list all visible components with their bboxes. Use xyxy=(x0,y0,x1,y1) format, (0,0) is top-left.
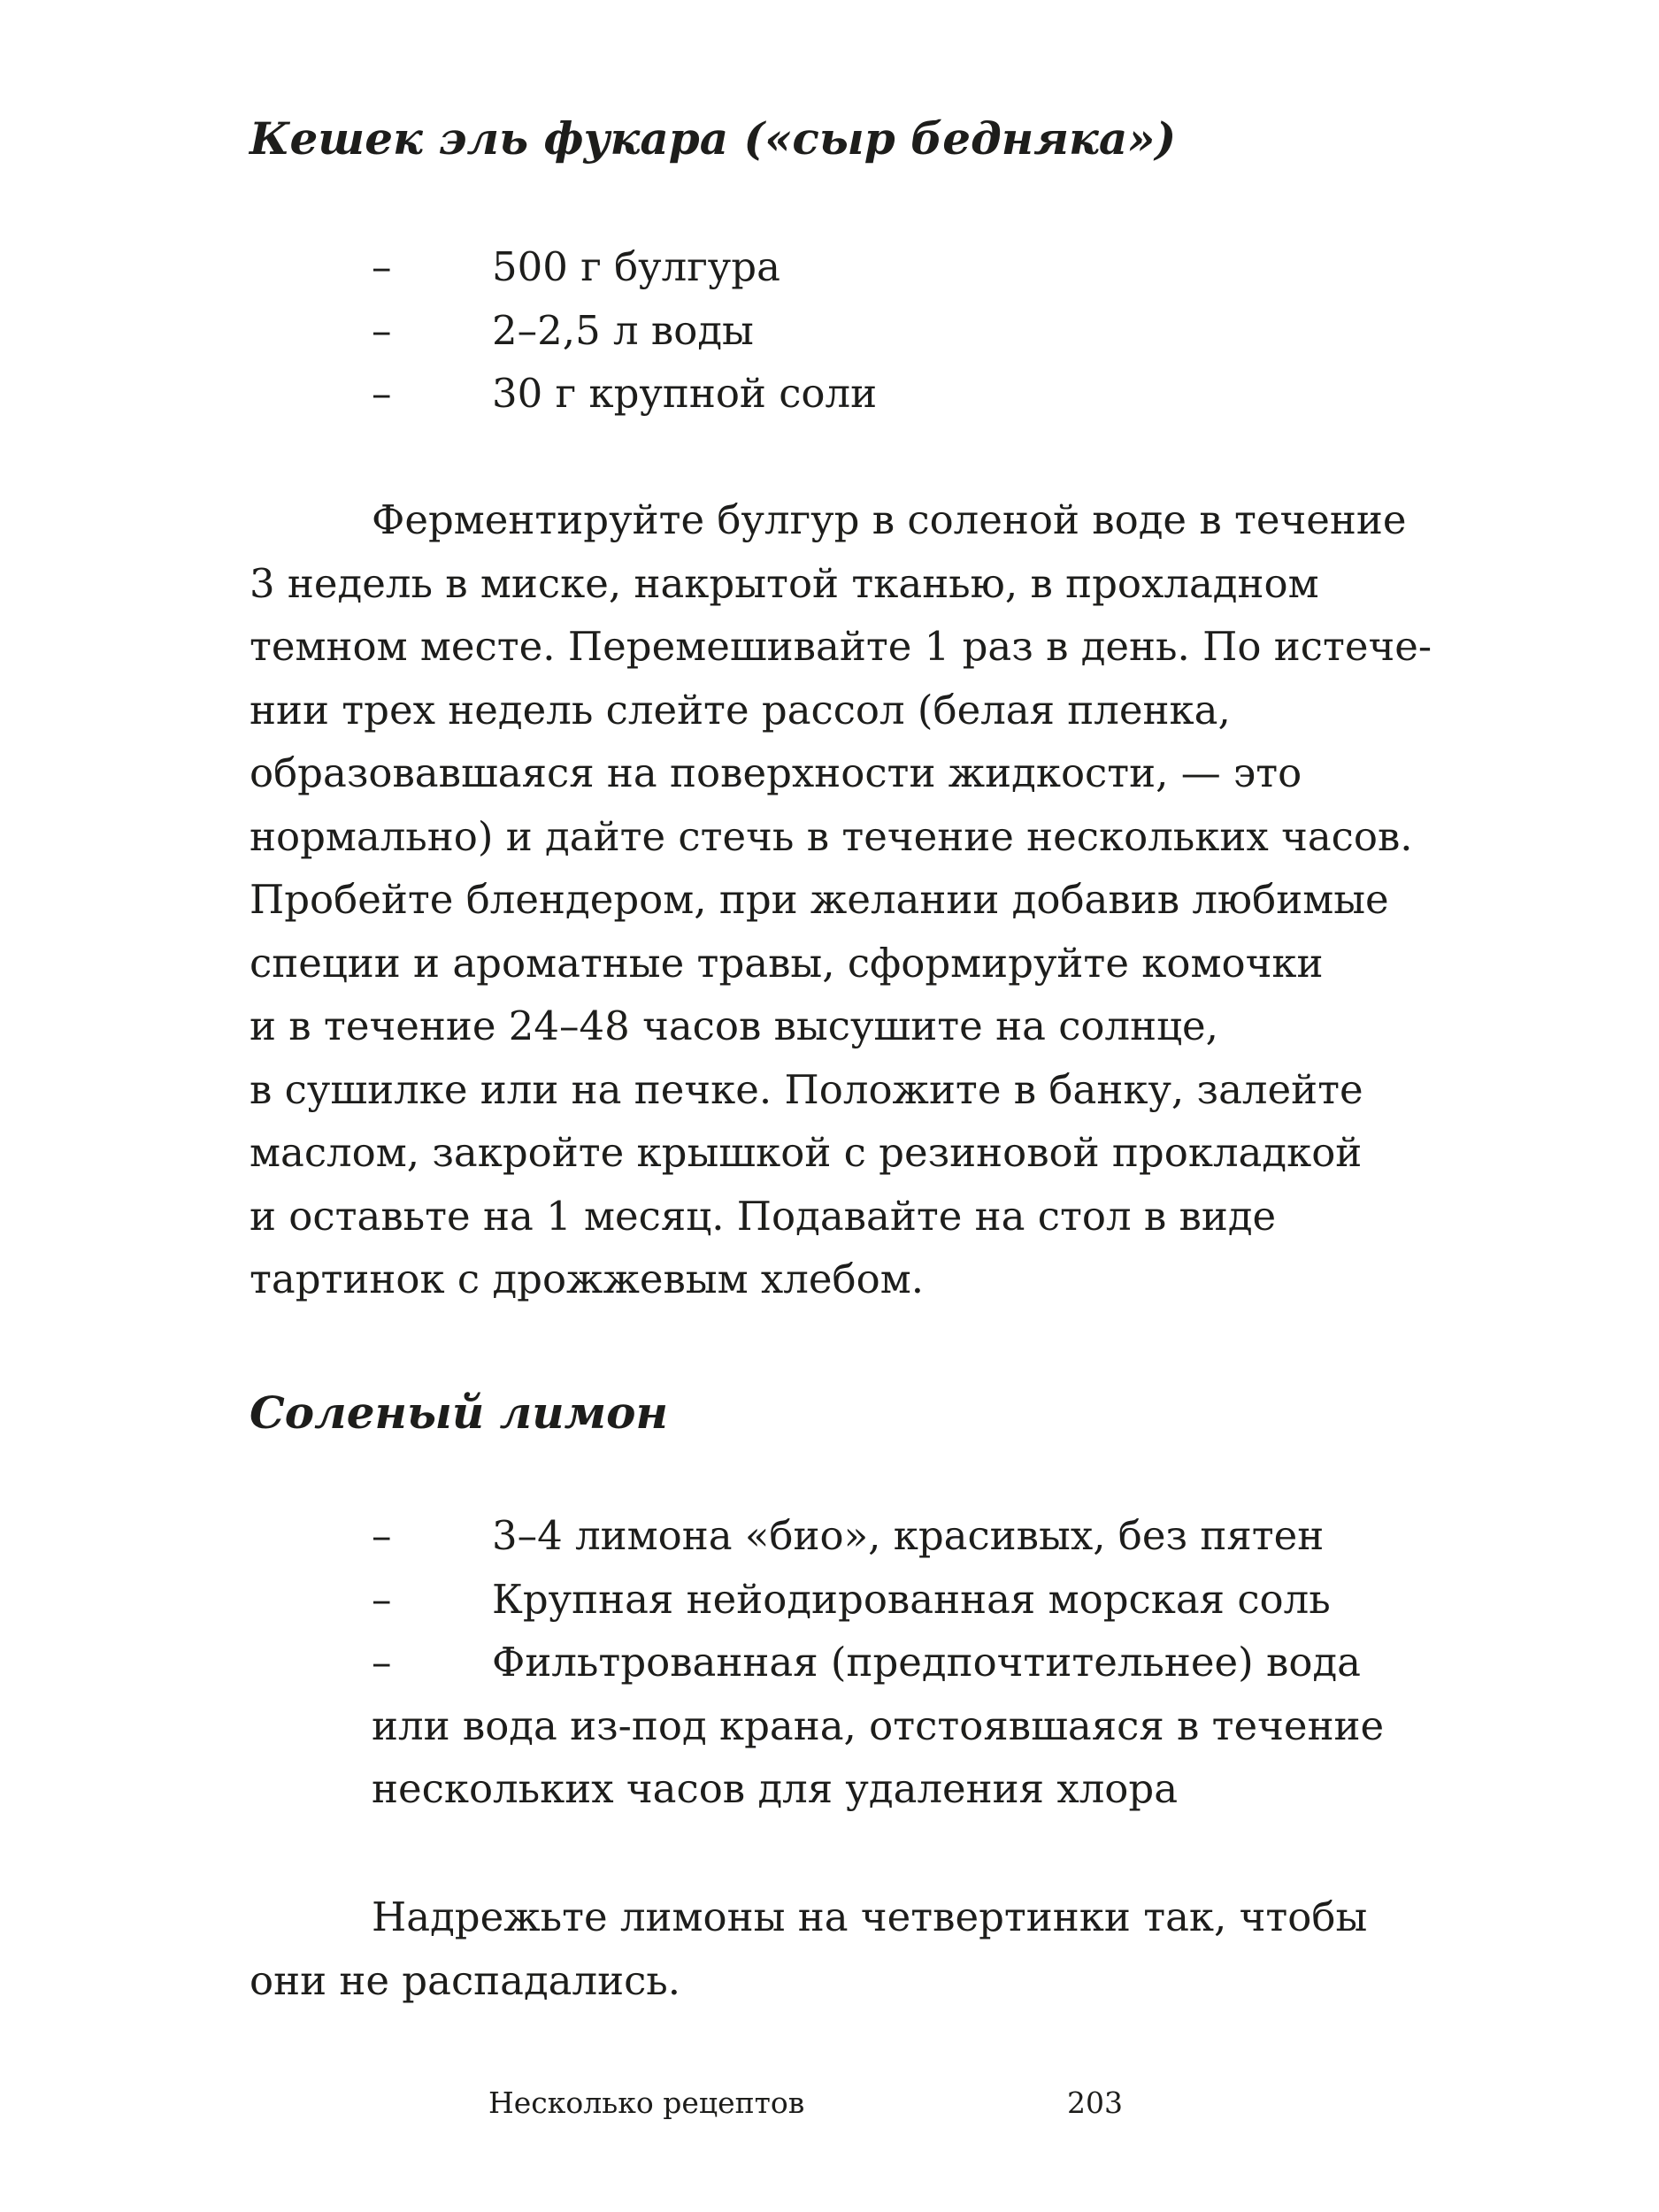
instruction-line: в сушилке или на печке. Положите в банку, залейте xyxy=(250,1065,1363,1113)
list-dash: – xyxy=(372,370,392,417)
instruction-line: тартинок с дрожжевым хлебом. xyxy=(250,1256,925,1302)
instruction-line: Надрежьте лимоны на четвертинки так, чтобы xyxy=(372,1893,1368,1940)
ingredient-text: 30 г крупной соли xyxy=(492,370,878,417)
list-dash: – xyxy=(372,1639,392,1686)
ingredient-list-keshek xyxy=(0,235,877,426)
instruction-line: маслом, закройте крышкой с резиновой прокладкой xyxy=(250,1129,1363,1176)
recipe-title-salted-lemon: Соленый лимон xyxy=(250,1386,668,1439)
ingredient-item xyxy=(0,1631,1384,1821)
ingredient-text: 500 г булгура xyxy=(492,243,780,290)
ingredient-text: 3–4 лимона «био», красивых, без пятен xyxy=(492,1512,1325,1559)
list-dash: – xyxy=(372,243,392,290)
ingredient-item xyxy=(0,362,877,426)
ingredient-item xyxy=(0,1504,1384,1568)
instruction-line: темном месте. Перемешивайте 1 раз в день. По истече- xyxy=(250,623,1432,670)
instruction-line: нии трех недель слейте рассол (белая пленка, xyxy=(250,686,1231,733)
list-dash: – xyxy=(372,306,392,354)
list-dash: – xyxy=(372,1575,392,1623)
ingredient-text: Крупная нейодированная морская соль xyxy=(492,1575,1331,1623)
footer-section-title: Несколько рецептов xyxy=(488,2085,805,2120)
ingredient-item xyxy=(0,235,877,299)
ingredient-text: 2–2,5 л воды xyxy=(492,306,754,354)
instruction-line: Ферментируйте булгур в соленой воде в течение xyxy=(372,496,1407,543)
recipe-title-keshek: Кешек эль фукара («сыр бедняка») xyxy=(250,112,1177,165)
ingredient-list-salted-lemon xyxy=(0,1504,1384,1821)
instruction-line: специи и ароматные травы, сформируйте комочки xyxy=(250,939,1324,987)
page-number: 203 xyxy=(1067,2085,1123,2120)
instruction-line: образовавшаяся на поверхности жидкости, — это xyxy=(250,749,1302,796)
ingredient-item xyxy=(0,299,877,363)
ingredient-text: Фильтрованная (предпочтительнее) вода xyxy=(492,1639,1362,1686)
list-dash: – xyxy=(372,1512,392,1559)
instructions-salted-lemon xyxy=(250,1886,1367,2012)
instruction-line: 3 недель в миске, накрытой тканью, в прохладном xyxy=(250,559,1319,607)
ingredient-continuation: или вода из-под крана, отстоявшаяся в течение xyxy=(372,1701,1385,1749)
instruction-line: Пробейте блендером, при желании добавив любимые xyxy=(250,876,1389,923)
instructions-keshek xyxy=(250,488,1432,1311)
instruction-line: нормально) и дайте стечь в течение нескольких часов. xyxy=(250,812,1413,860)
ingredient-item xyxy=(0,1568,1384,1632)
instruction-line: и оставьте на 1 месяц. Подавайте на стол в виде xyxy=(250,1192,1277,1240)
instruction-line: они не распадались. xyxy=(250,1956,681,2004)
ingredient-continuation: нескольких часов для удаления хлора xyxy=(372,1765,1179,1812)
page-footer xyxy=(0,2081,1659,2125)
instruction-line: и в течение 24–48 часов высушите на солнце, xyxy=(250,1002,1218,1049)
